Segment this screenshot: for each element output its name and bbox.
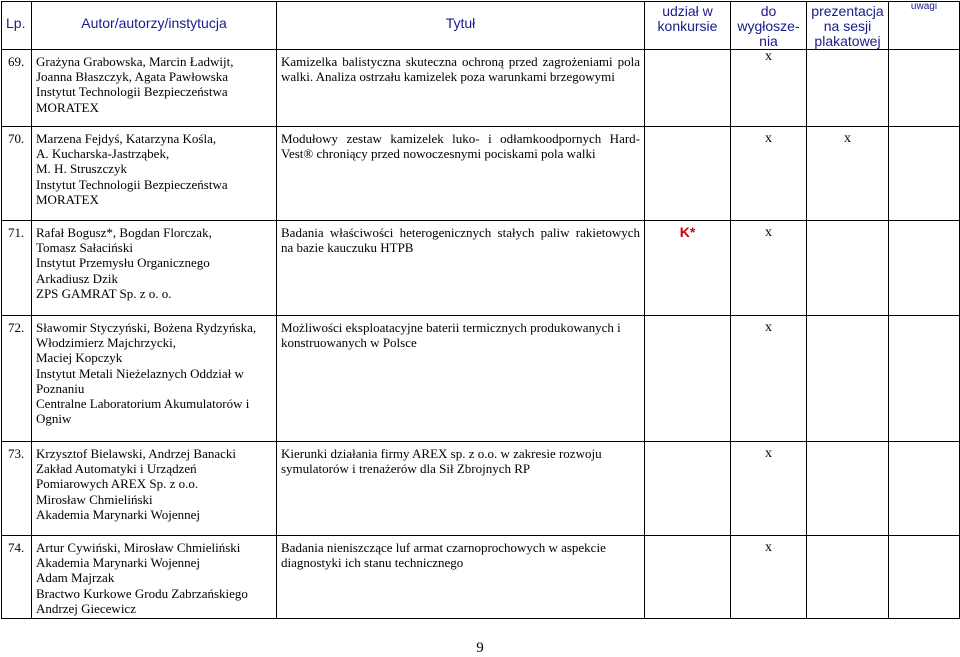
row-authors: Artur Cywiński, Mirosław Chmieliński Akademia Marynarki Wojennej Adam Majrzak Bractwo Kurkowe Grodu Zabrzańskiego Andrzej Giecewicz bbox=[32, 536, 277, 619]
row-wygloszenie: x bbox=[731, 221, 807, 316]
row-title: Kamizelka balistyczna skuteczna ochroną przed zagrożeniami pola walki. Analiza ostrzału kamizelek poza warunkami brzegowymi bbox=[277, 50, 645, 127]
row-number: 73. bbox=[2, 442, 32, 536]
table-row bbox=[2, 127, 960, 221]
competition-mark: K* bbox=[679, 224, 696, 240]
row-title: Możliwości eksploatacyjne baterii termicznych produkowanych i konstruowanych w Polsce bbox=[277, 316, 645, 442]
row-authors: Krzysztof Bielawski, Andrzej Banacki Zakład Automatyki i Urządzeń Pomiarowych AREX Sp. z o.o. Mirosław Chmieliński Akademia Marynarki Wojennej bbox=[32, 442, 277, 536]
row-number: 70. bbox=[2, 127, 32, 221]
row-prezentacja bbox=[807, 221, 889, 316]
row-title: Modułowy zestaw kamizelek luko- i odłamkoodpornych Hard-Vest® chroniący przed nowoczesnymi pociskami pola walki bbox=[277, 127, 645, 221]
row-udzial bbox=[645, 442, 731, 536]
row-authors: Grażyna Grabowska, Marcin Ładwijt, Joanna Błaszczyk, Agata Pawłowska Instytut Technologii Bezpieczeństwa MORATEX bbox=[32, 50, 277, 127]
row-prezentacja bbox=[807, 50, 889, 127]
row-udzial bbox=[645, 221, 731, 316]
row-wygloszenie: x bbox=[731, 50, 807, 127]
row-uwagi bbox=[889, 536, 960, 619]
row-title: Badania nieniszczące luf armat czarnoprochowych w aspekcie diagnostyki ich stanu technicznego bbox=[277, 536, 645, 619]
row-prezentacja bbox=[807, 536, 889, 619]
row-title: Badania właściwości heterogenicznych stałych paliw rakietowych na bazie kauczuku HTPB bbox=[277, 221, 645, 316]
row-title: Kierunki działania firmy AREX sp. z o.o. w zakresie rozwoju symulatorów i trenażerów dla Sił Zbrojnych RP bbox=[277, 442, 645, 536]
row-number: 71. bbox=[2, 221, 32, 316]
row-authors: Sławomir Styczyński, Bożena Rydzyńska, Włodzimierz Majchrzycki, Maciej Kopczyk Instytut Metali Nieżelaznych Oddział w Poznaniu Centralne Laboratorium Akumulatorów i Ogniw bbox=[32, 316, 277, 442]
row-authors: Rafał Bogusz*, Bogdan Florczak, Tomasz Sałaciński Instytut Przemysłu Organicznego Arkadiusz Dzik ZPS GAMRAT Sp. z o. o. bbox=[32, 221, 277, 316]
row-authors: Marzena Fejdyś, Katarzyna Kośla, A. Kucharska-Jastrząbek, M. H. Struszczyk Instytut Technologii Bezpieczeństwa MORATEX bbox=[32, 127, 277, 221]
table-row bbox=[2, 50, 960, 127]
header-lp: Lp. bbox=[2, 2, 32, 50]
header-title: Tytuł bbox=[277, 2, 645, 50]
row-wygloszenie: x bbox=[731, 536, 807, 619]
row-udzial bbox=[645, 50, 731, 127]
row-prezentacja bbox=[807, 316, 889, 442]
row-udzial bbox=[645, 536, 731, 619]
row-number: 74. bbox=[2, 536, 32, 619]
row-number: 72. bbox=[2, 316, 32, 442]
table-row bbox=[2, 442, 960, 536]
row-wygloszenie: x bbox=[731, 127, 807, 221]
row-udzial bbox=[645, 316, 731, 442]
row-uwagi bbox=[889, 50, 960, 127]
row-prezentacja bbox=[807, 442, 889, 536]
header-authors: Autor/autorzy/instytucja bbox=[32, 2, 277, 50]
header-udzial: udział w konkursie bbox=[645, 2, 731, 50]
row-number: 69. bbox=[2, 50, 32, 127]
row-uwagi bbox=[889, 221, 960, 316]
row-uwagi bbox=[889, 316, 960, 442]
header-prezentacja: prezentacja na sesji plakatowej bbox=[807, 2, 889, 50]
table-row bbox=[2, 536, 960, 619]
table-row bbox=[2, 316, 960, 442]
table-row bbox=[2, 221, 960, 316]
header-row bbox=[2, 2, 960, 50]
row-uwagi bbox=[889, 127, 960, 221]
presentations-table bbox=[1, 1, 960, 619]
page-number: 9 bbox=[476, 640, 484, 656]
header-uwagi: uwagi bbox=[889, 2, 960, 50]
header-wygloszenie: do wygłosze- nia bbox=[731, 2, 807, 50]
row-wygloszenie: x bbox=[731, 442, 807, 536]
row-udzial bbox=[645, 127, 731, 221]
row-uwagi bbox=[889, 442, 960, 536]
row-wygloszenie: x bbox=[731, 316, 807, 442]
row-prezentacja: x bbox=[807, 127, 889, 221]
